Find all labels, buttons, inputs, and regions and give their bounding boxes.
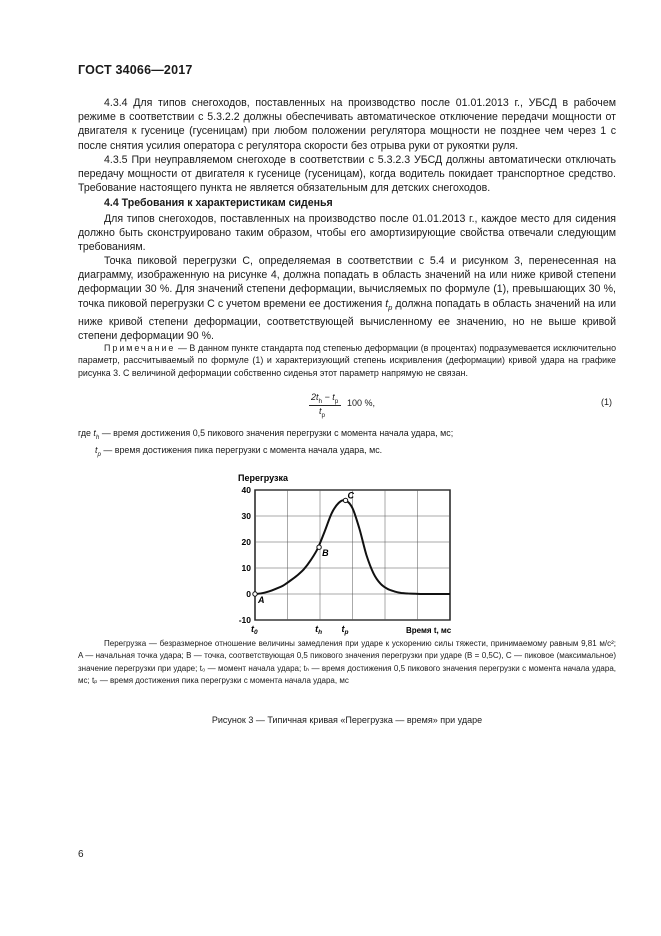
formula-explanation bbox=[78, 427, 618, 461]
paragraph-4-3-5: 4.3.5 При неуправляемом снегоходе в соответствии с 5.3.2.3 УБСД должны автоматически отключать передачу мощности от двигателя к гусенице (гусеницам), когда водитель покидает транспортное средство. Требование настоящего пункта не является обязательным для детских снегоходов. bbox=[78, 154, 616, 195]
paragraph-4-4-peak bbox=[78, 254, 616, 343]
formula-rest: 100 %, bbox=[347, 398, 376, 408]
figure-caption: Рисунок 3 — Типичная кривая «Перегрузка — время» при ударе bbox=[211, 715, 483, 725]
y-tick-label: 20 bbox=[241, 537, 251, 547]
paragraph-4-3-4: 4.3.4 Для типов снегоходов, поставленных на производство после 01.01.2013 г., УБСД в рабочем режиме в соответствии с 5.3.2.2 должны обеспечивать автоматическое отключение передачи мощности от двигателя к гусенице (гусеницам) при любом положении регулятора мощности не позднее чем через 1 с после снятия усилия оператора с регулятора скорости без отрыва руки от рукоятки руля. bbox=[78, 97, 616, 152]
note-text: — В данном пункте стандарта под степенью деформации (в процентах) подразумевается исключительно параметр, рассчитываемый по формуле (1) и характеризующий степень искривления (деформации) кривой удара на графике рисунка 3. С величиной деформации собственно сиденья этот параметр напрямую не связан. bbox=[78, 343, 616, 378]
chart-point-b bbox=[317, 545, 321, 549]
x-tick-label: $t_h$ bbox=[315, 624, 323, 636]
paragraph-4-4-peak-part1: Точка пиковой перегрузки C, определяемая в соответствии с 5.4 и рисунком 3, перенесенная на диаграмму, изображенную на рисунке 4, должна попадать в область значений на или ниже кривой степени деформации 30 %. Для значений степени деформации, вычисляемых по формуле (1), превышающих 30 %, точка пиковой перегрузки C с учетом времени ее достижения bbox=[78, 255, 616, 310]
formula-number: (1) bbox=[601, 397, 612, 407]
chart-title: Перегрузка bbox=[238, 473, 288, 483]
document-header: ГОСТ 34066—2017 bbox=[78, 63, 193, 77]
y-tick-label: 10 bbox=[241, 563, 251, 573]
note bbox=[78, 342, 616, 379]
x-tick-label: $t_p$ bbox=[341, 624, 349, 636]
chart-point-a bbox=[253, 592, 257, 596]
formula-1 bbox=[295, 392, 425, 422]
figure-legend: Перегрузка — безразмерное отношение величины замедления при ударе к ускорению силы тяжести, принимаемому равным 9,81 м/с²; A — начальная точка удара; B — точка, соответствующая 0,5 пикового значения перегрузки при ударе (B = 0,5C), C — пиковое (максимальное) значение перегрузки при ударе; t₀ — момент начала удара; tₕ — время достижения 0,5 пикового значения перегрузки с момента начала удара, мс; tₚ — время достижения пика перегрузки с момента начала удара, мс bbox=[78, 639, 616, 686]
explanation-tp: $t_p$ — время достижения пика перегрузки с момента начала удара, мс. bbox=[95, 445, 383, 458]
chart-point-label: A bbox=[258, 595, 265, 605]
y-tick-label: 30 bbox=[241, 511, 251, 521]
tp-symbol: $t_p$ bbox=[385, 297, 393, 312]
y-tick-label: 0 bbox=[246, 589, 251, 599]
note-label: Примечание bbox=[104, 343, 176, 353]
explanation-th: где $t_h$ — время достижения 0,5 пикового значения перегрузки с момента начала удара, мс; bbox=[78, 428, 454, 441]
x-tick-label: $t_0$ bbox=[251, 624, 258, 636]
chart-point-label: B bbox=[322, 548, 329, 559]
chart-points bbox=[253, 490, 355, 605]
paragraph-4-4-peak-part2: должна попадать в область значений на или ниже кривой степени деформации, соответствующей вычисленному ее значению, но не выше кривой степени деформации 90 %. bbox=[78, 297, 616, 343]
chart-point-label: C bbox=[347, 490, 355, 501]
page-number: 6 bbox=[78, 849, 84, 860]
y-tick-label: -10 bbox=[238, 615, 251, 625]
section-heading-4-4: 4.4 Требования к характеристикам сиденья bbox=[104, 197, 333, 209]
formula-denominator: $t_p$ bbox=[319, 406, 326, 419]
y-tick-label: 40 bbox=[241, 485, 251, 495]
paragraph-4-4-intro: Для типов снегоходов, поставленных на производство после 01.01.2013 г., каждое место для сидения должно быть сконструировано таким образом, чтобы его амортизирующие свойства отвечали следующим требованиям. bbox=[78, 213, 616, 254]
x-axis-label: Время t, мс bbox=[406, 626, 452, 635]
formula-numerator: $2t_h - t_p$ bbox=[311, 392, 339, 405]
impact-curve-chart bbox=[225, 470, 475, 640]
